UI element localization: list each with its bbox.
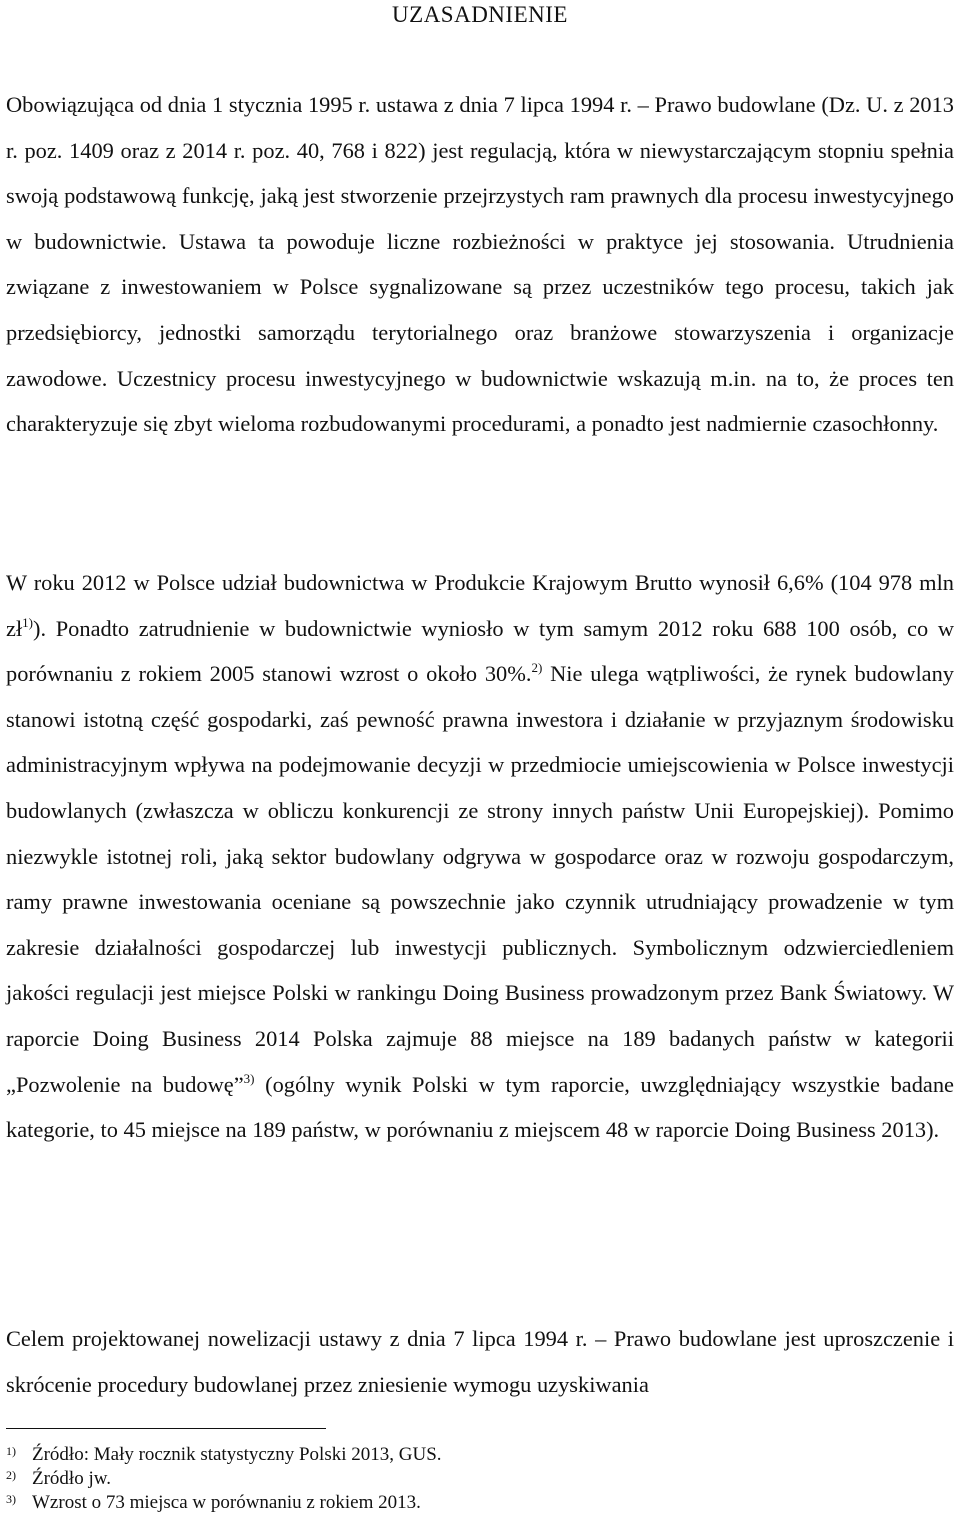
paragraph-2-text-d: (ogólny wynik Polski w tym raporcie, uwzględniający wszystkie badane kategorie, to 45 miejsce na 189 państw, w porównaniu z miejscem 48 w raporcie Doing Business 2013).	[6, 1071, 954, 1143]
footnote-2-number: 2)	[6, 1468, 16, 1482]
footnote-3-number: 3)	[6, 1492, 16, 1506]
paragraph-3-text: Celem projektowanej nowelizacji ustawy z dnia 7 lipca 1994 r. – Prawo budowlane jest uproszczenie i skrócenie procedury budowlanej przez zniesienie wymogu uzyskiwania	[6, 1326, 954, 1397]
footnote-ref-3: 3)	[243, 1070, 255, 1086]
paragraph-1	[6, 82, 954, 447]
footnote-2-text: Źródło jw.	[32, 1468, 111, 1489]
footnote-3-text: Wzrost o 73 miejsca w porównaniu z rokiem 2013.	[32, 1492, 421, 1513]
footnote-1-number: 1)	[6, 1444, 16, 1458]
document-title: UZASADNIENIE	[392, 2, 568, 27]
footnote-ref-2: 2)	[531, 660, 543, 676]
paragraph-2-text-c: Nie ulega wątpliwości, że rynek budowlany stanowi istotną część gospodarki, zaś pewność prawna inwestora i działanie w przyjaznym środowisku administracyjnym wpływa na podejmowanie decyzji w przedmiocie umiejscowienia w Polsce inwestycji budowlanych (zwłaszcza w obliczu konkurencji ze strony innych państw Unii Europejskiej). Pomimo niezwykle istotnej roli, jaką sektor budowlany odgrywa w gospodarce oraz w rozwoju gospodarczym, ramy prawne inwestowania oceniane są powszechnie jako czynnik utrudniający prowadzenie w tym zakresie działalności gospodarczej lub inwestycji publicznych. Symbolicznym odzwierciedleniem jakości regulacji jest miejsce Polski w rankingu Doing Business prowadzonym przez Bank Światowy. W raporcie Doing Business 2014 Polska zajmuje 88 miejsce na 189 badanych państw w kategorii „Pozwolenie na budowę”	[6, 661, 954, 1097]
paragraph-2-text-a: W roku 2012 w Polsce udział budownictwa w Produkcie Krajowym Brutto wynosił 6,6% (104 978 mln zł	[6, 570, 954, 641]
paragraph-3	[6, 1316, 954, 1407]
footnote-ref-1: 1)	[22, 614, 34, 630]
paragraph-2-text-b: ). Ponadto zatrudnienie w budownictwie wyniosło w tym samym 2012 roku 688 100 osób, co w porównaniu z rokiem 2005 stanowi wzrost o około 30%.	[6, 615, 954, 687]
paragraph-2	[6, 560, 954, 1153]
footnote-1-text: Źródło: Mały rocznik statystyczny Polski 2013, GUS.	[32, 1444, 442, 1465]
paragraph-1-text: Obowiązująca od dnia 1 stycznia 1995 r. ustawa z dnia 7 lipca 1994 r. – Prawo budowlane (Dz. U. z 2013 r. poz. 1409 oraz z 2014 r. poz. 40, 768 i 822) jest regulacją, która w niewystarczającym stopniu spełnia swoją podstawową funkcję, jaką jest stworzenie przejrzystych ram prawnych dla procesu inwestycyjnego w budownictwie. Ustawa ta powoduje liczne rozbieżności w praktyce jej stosowania. Utrudnienia związane z inwestowaniem w Polsce sygnalizowane są przez uczestników tego procesu, takich jak przedsiębiorcy, jednostki samorządu terytorialnego oraz branżowe stowarzyszenia i organizacje zawodowe. Uczestnicy procesu inwestycyjnego w budownictwie wskazują m.in. na to, że proces ten charakteryzuje się zbyt wieloma rozbudowanymi procedurami, a ponadto jest nadmiernie czasochłonny.	[6, 92, 954, 437]
footnote-separator	[6, 1428, 326, 1429]
